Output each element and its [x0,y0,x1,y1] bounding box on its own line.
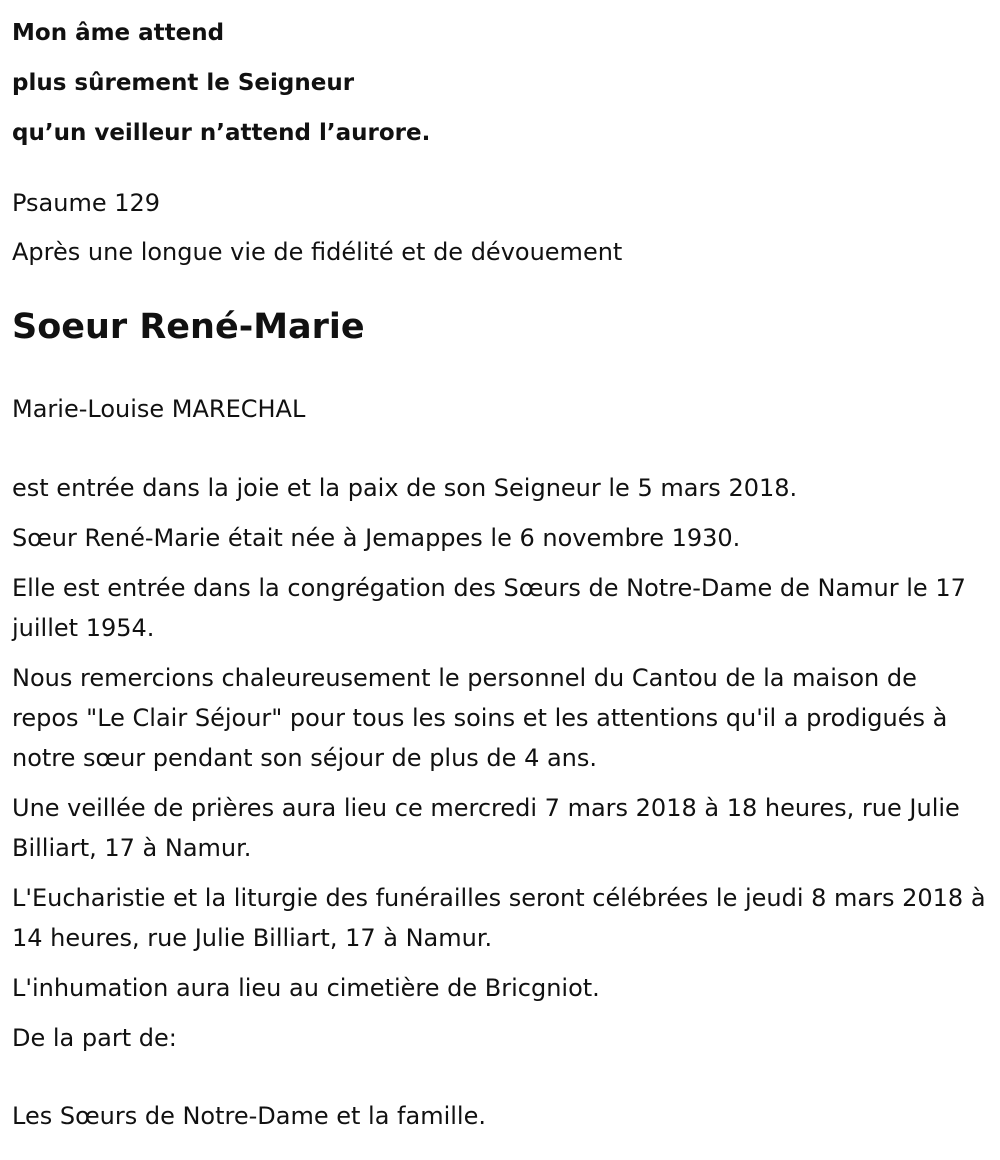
paragraph-congregation: Elle est entrée dans la congrégation des Sœurs de Notre-Dame de Namur le 17 juillet 1954. [12,574,966,642]
paragraph-burial: L'inhumation aura lieu au cimetière de Bricgniot. [12,974,600,1002]
religious-name-heading: Soeur René-Marie [12,307,365,347]
paragraph-funeral: L'Eucharistie et la liturgie des funérailles seront célébrées le jeudi 8 mars 2018 à 14 heures, rue Julie Billiart, 17 à Namur. [12,884,986,952]
paragraph-on-behalf-of: De la part de: [12,1024,177,1052]
closing-signature: Les Sœurs de Notre-Dame et la famille. [12,1102,486,1130]
paragraph-birth: Sœur René-Marie était née à Jemappes le 6 novembre 1930. [12,524,741,552]
obituary-body [12,468,990,1058]
verse-line-1: Mon âme attend [12,20,225,46]
verse-line-3: qu’un veilleur n’attend l’aurore. [12,120,431,146]
verse-line-2: plus sûrement le Seigneur [12,70,355,96]
intro-text: Après une longue vie de fidélité et de dévouement [12,238,623,266]
bible-verse [12,8,990,158]
civil-name: Marie-Louise MARECHAL [12,395,306,423]
paragraph-thanks: Nous remercions chaleureusement le personnel du Cantou de la maison de repos "Le Clair Séjour" pour tous les soins et les attentions qu'il a prodigués à notre sœur pendant son séjour de plus de 4 ans. [12,664,948,772]
paragraph-death-announcement: est entrée dans la joie et la paix de son Seigneur le 5 mars 2018. [12,474,798,502]
paragraph-vigil: Une veillée de prières aura lieu ce mercredi 7 mars 2018 à 18 heures, rue Julie Billiart, 17 à Namur. [12,794,960,862]
psalm-reference: Psaume 129 [12,189,161,217]
